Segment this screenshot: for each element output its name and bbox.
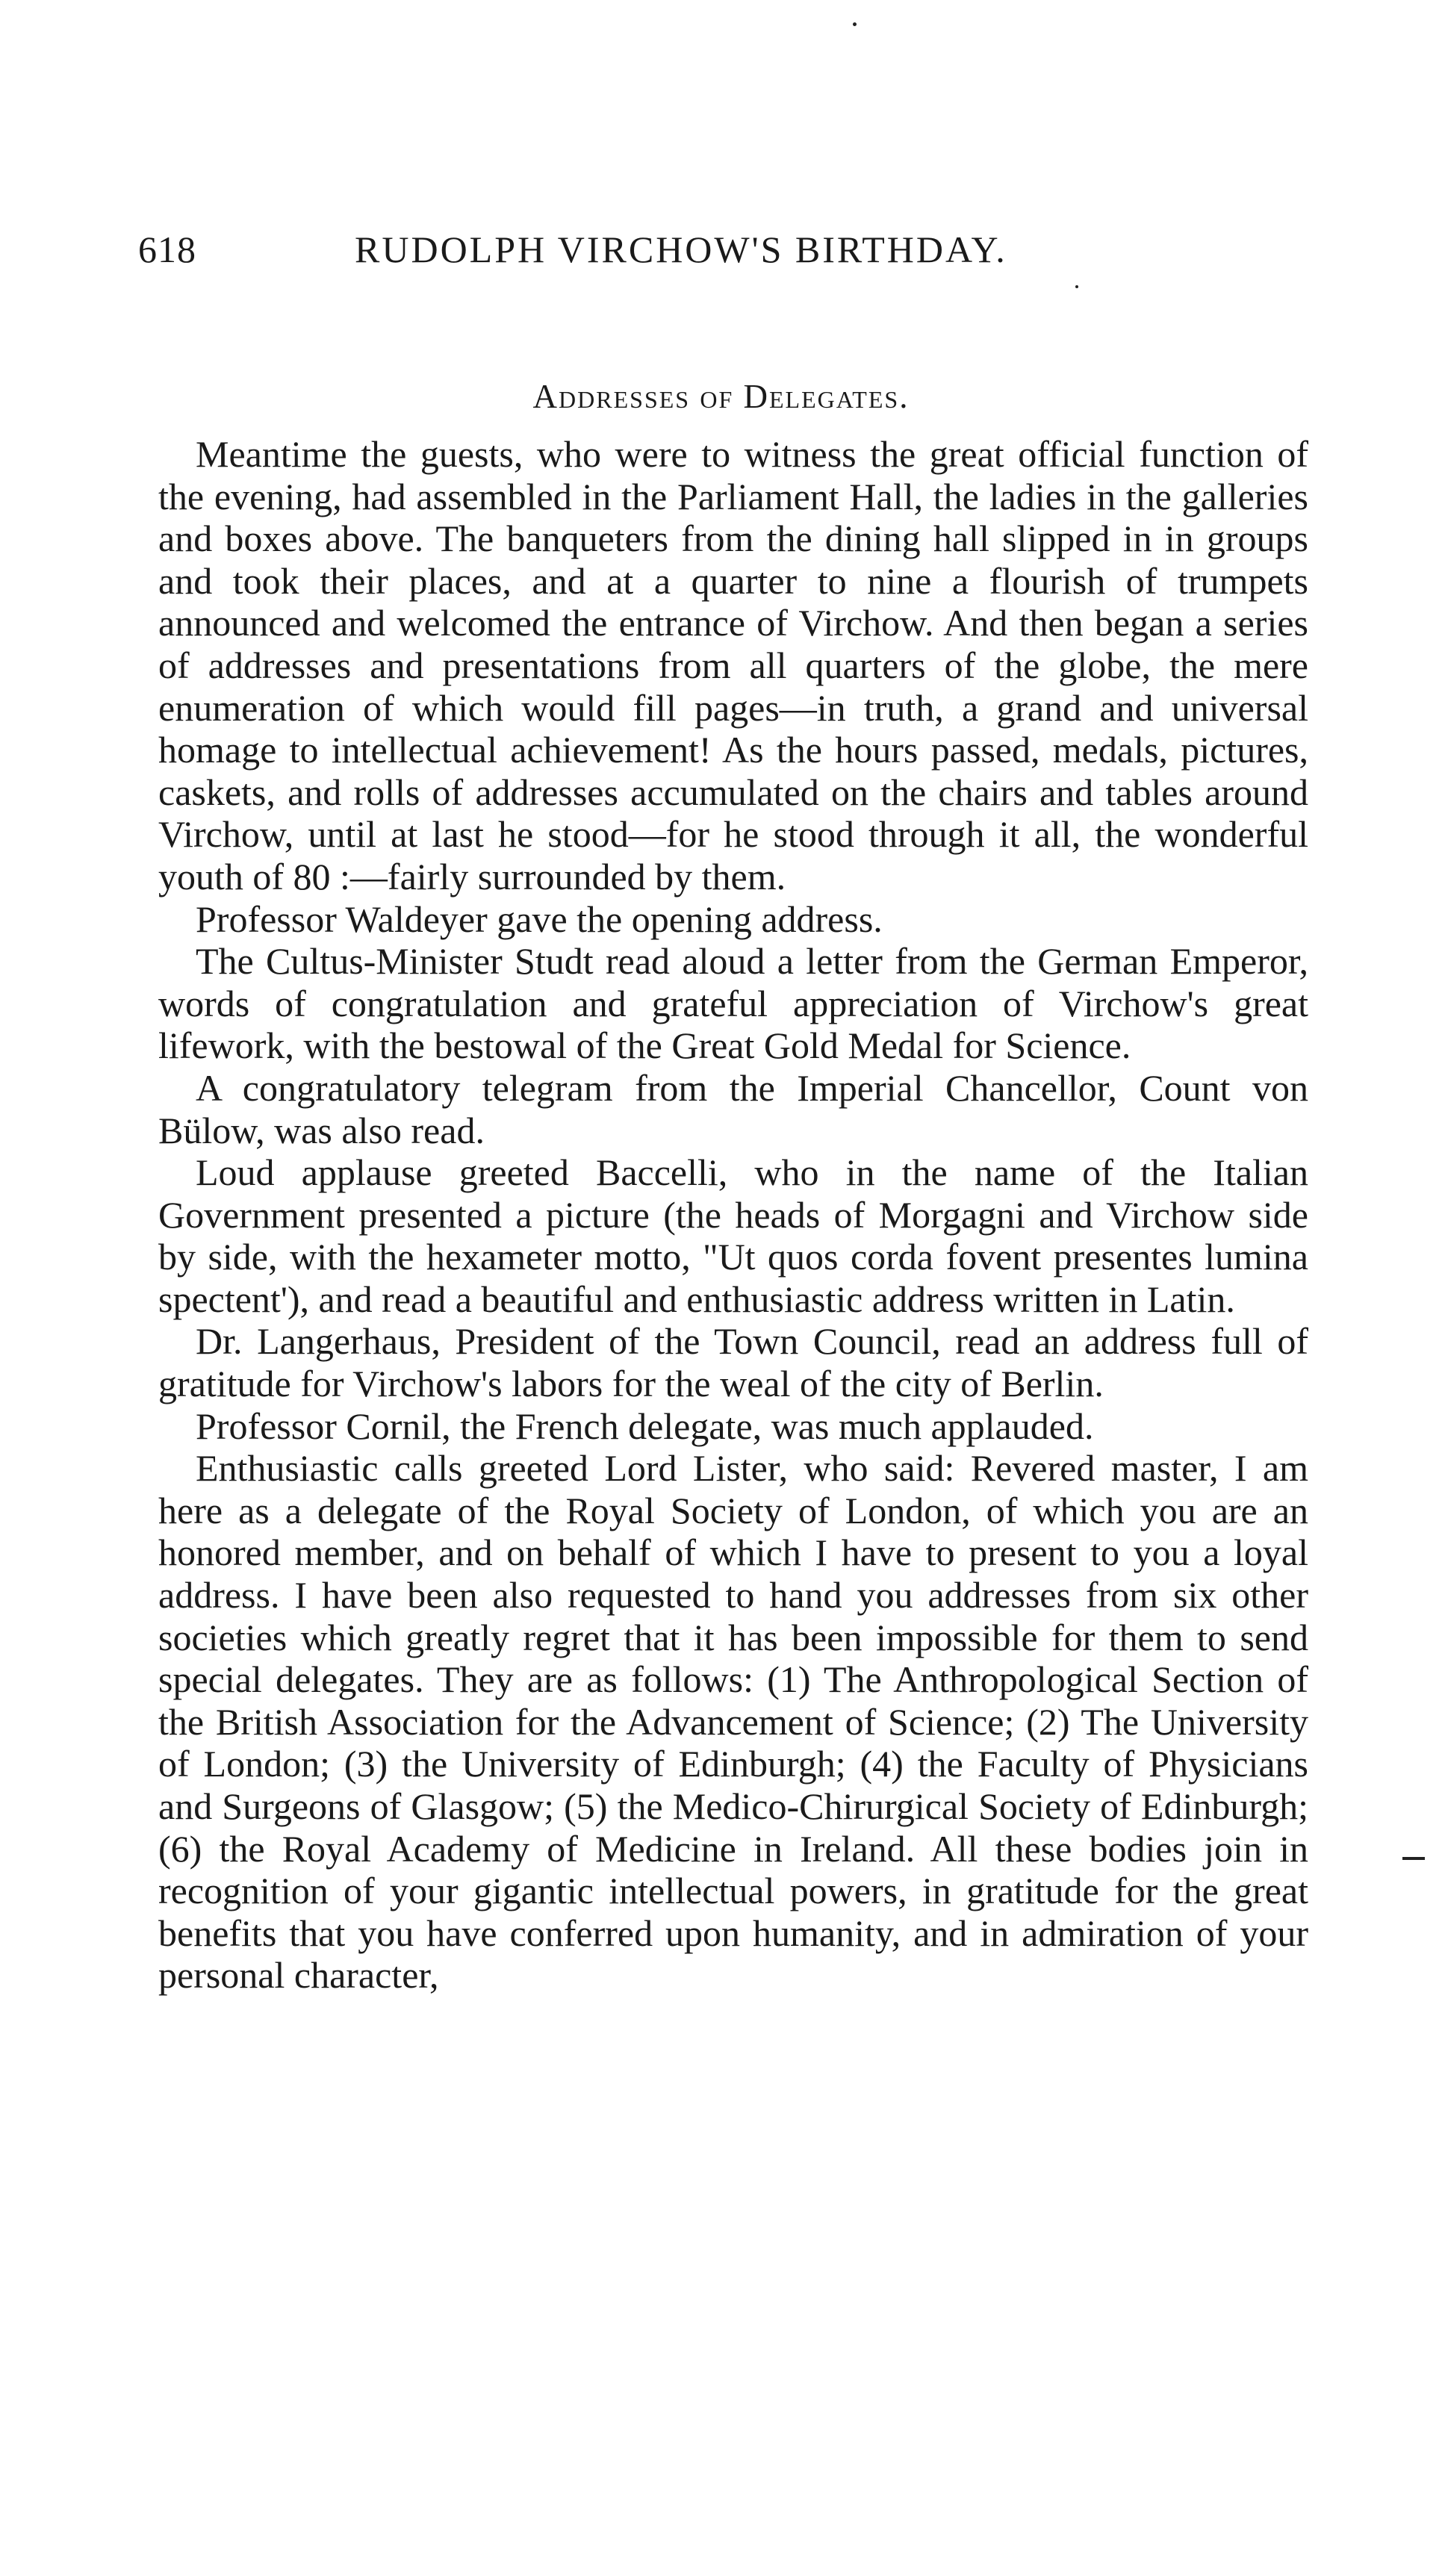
paragraph: Loud applause greeted Baccelli, who in the name of the Italian Government presented a picture (the heads of Morgagni and Virchow side by side, with the hexameter motto, "Ut quos corda fovent presentes lumina spectent'), and read a beautiful and enthusiastic address written in Latin. bbox=[158, 1151, 1308, 1320]
paragraph: Enthusiastic calls greeted Lord Lister, who said: Revered master, I am here as a delegate of the Royal Society of London, of which you are an honored member, and on behalf of which I have to present to you a loyal address. I have been also requested to hand you addresses from six other societies which greatly regret that it has been impossible for them to send special delegates. They are as follows: (1) The Anthropological Section of the British Association for the Advancement of Science; (2) The University of London; (3) the University of Edinburgh; (4) the Faculty of Physicians and Surgeons of Glasgow; (5) the Medico-Chirurgical Society of Edinburgh; (6) the Royal Academy of Medicine in Ireland. All these bodies join in recognition of your gigantic intellectual powers, in gratitude for the great benefits that you have conferred upon humanity, and in admiration of your personal character, bbox=[158, 1447, 1308, 1997]
paragraph: The Cultus-Minister Studt read aloud a letter from the German Emperor, words of congratulation and grateful appreciation of Virchow's great lifework, with the bestowal of the Great Gold Medal for Science. bbox=[158, 940, 1308, 1067]
paragraph: Meantime the guests, who were to witness the great official function of the evening, had assembled in the Parliament Hall, the ladies in the galleries and boxes above. The banqueters from the dining hall slipped in in groups and took their places, and at a quarter to nine a flourish of trumpets announced and welcomed the entrance of Virchow. And then began a series of addresses and presentations from all quarters of the globe, the mere enumeration of which would fill pages—in truth, a grand and universal homage to intellectual achievement! As the hours passed, medals, pictures, caskets, and rolls of addresses accumulated on the chairs and tables around Virchow, until at last he stood—for he stood through it all, the wonderful youth of 80 :—fairly surrounded by them. bbox=[158, 433, 1308, 897]
margin-dash bbox=[1402, 1857, 1425, 1860]
paragraph: Professor Cornil, the French delegate, was much applauded. bbox=[196, 1404, 1094, 1447]
section-heading: Addresses of Delegates. bbox=[532, 378, 910, 415]
page-number: 618 bbox=[138, 228, 196, 270]
body-text bbox=[158, 433, 1308, 1997]
ink-speck bbox=[1075, 285, 1078, 288]
running-title: RUDOLPH VIRCHOW'S BIRTHDAY. bbox=[355, 228, 1007, 270]
paragraph: Professor Waldeyer gave the opening address. bbox=[196, 897, 883, 940]
paragraph: A congratulatory telegram from the Imperial Chancellor, Count von Bülow, was also read. bbox=[158, 1066, 1308, 1151]
ink-speck bbox=[853, 22, 857, 26]
paragraph: Dr. Langerhaus, President of the Town Council, read an address full of gratitude for Virchow's labors for the weal of the city of Berlin. bbox=[158, 1320, 1308, 1405]
